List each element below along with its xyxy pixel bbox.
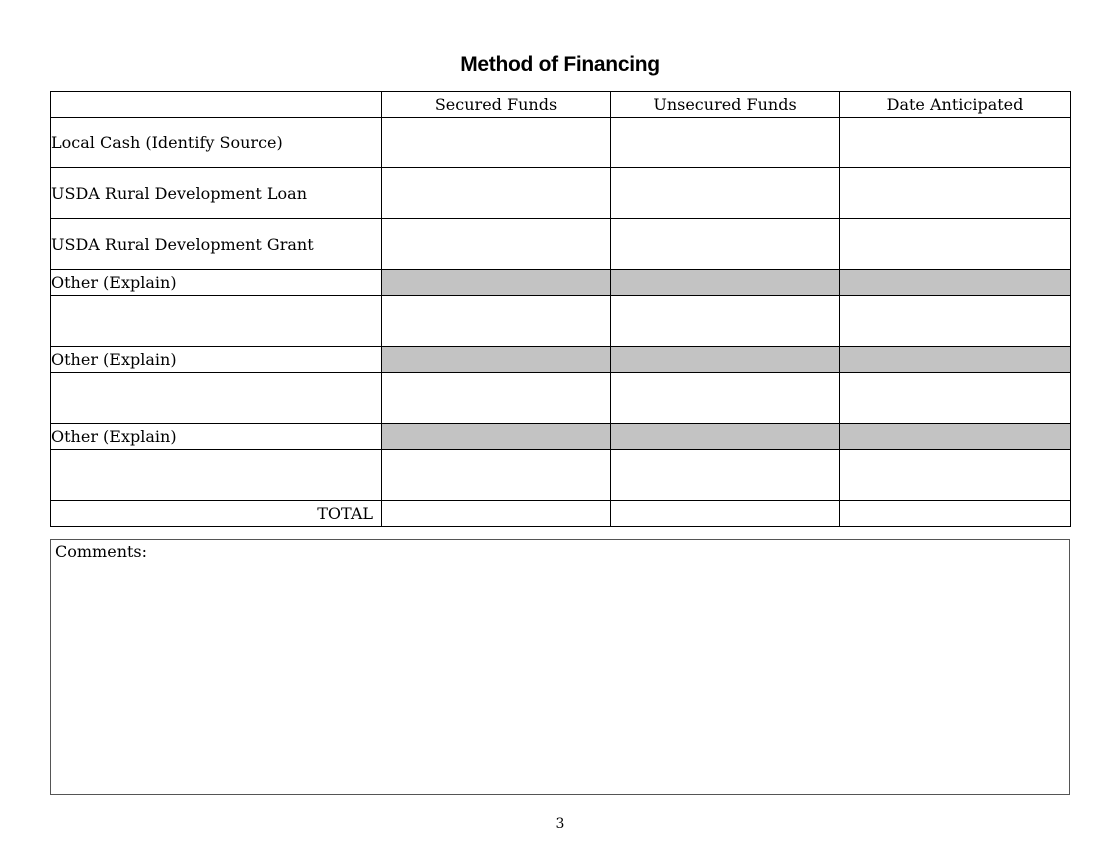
table-row-other-heading [51, 270, 1071, 296]
table-row-other-heading [51, 424, 1071, 450]
total-secured-funds-cell[interactable] [382, 501, 611, 527]
unsecured-funds-cell[interactable] [611, 373, 840, 424]
unsecured-funds-cell[interactable] [611, 118, 840, 168]
table-row-other-entry [51, 450, 1071, 501]
secured-funds-cell[interactable] [382, 168, 611, 219]
date-anticipated-cell[interactable] [840, 373, 1071, 424]
secured-funds-cell[interactable] [382, 118, 611, 168]
table-row-rd-grant [51, 219, 1071, 270]
unsecured-funds-cell[interactable] [611, 450, 840, 501]
header-date-anticipated: Date Anticipated [840, 92, 1071, 118]
secured-funds-cell[interactable] [382, 373, 611, 424]
date-anticipated-cell[interactable] [840, 168, 1071, 219]
comments-label: Comments: [55, 542, 148, 561]
table-row-other-entry [51, 373, 1071, 424]
shaded-cell [611, 347, 840, 373]
row-label: Other (Explain) [51, 347, 382, 373]
table-header-row [51, 92, 1071, 118]
date-anticipated-cell[interactable] [840, 219, 1071, 270]
financing-table [50, 91, 1071, 527]
row-label: Other (Explain) [51, 424, 382, 450]
unsecured-funds-cell[interactable] [611, 296, 840, 347]
row-label: Local Cash (Identify Source) [51, 118, 382, 168]
table-row-total [51, 501, 1071, 527]
other-explain-cell[interactable] [51, 296, 382, 347]
row-label: USDA Rural Development Loan [51, 168, 382, 219]
shaded-cell [382, 424, 611, 450]
total-date-anticipated-cell[interactable] [840, 501, 1071, 527]
shaded-cell [611, 424, 840, 450]
total-unsecured-funds-cell[interactable] [611, 501, 840, 527]
date-anticipated-cell[interactable] [840, 296, 1071, 347]
header-blank [51, 92, 382, 118]
secured-funds-cell[interactable] [382, 450, 611, 501]
header-secured-funds: Secured Funds [382, 92, 611, 118]
shaded-cell [840, 347, 1071, 373]
shaded-cell [611, 270, 840, 296]
shaded-cell [840, 270, 1071, 296]
date-anticipated-cell[interactable] [840, 118, 1071, 168]
unsecured-funds-cell[interactable] [611, 219, 840, 270]
total-label: TOTAL [51, 501, 382, 527]
table-row-local-cash [51, 118, 1071, 168]
table-row-rd-loan [51, 168, 1071, 219]
row-label: Other (Explain) [51, 270, 382, 296]
shaded-cell [382, 270, 611, 296]
date-anticipated-cell[interactable] [840, 450, 1071, 501]
shaded-cell [840, 424, 1071, 450]
other-explain-cell[interactable] [51, 450, 382, 501]
comments-box[interactable] [50, 539, 1070, 795]
other-explain-cell[interactable] [51, 373, 382, 424]
unsecured-funds-cell[interactable] [611, 168, 840, 219]
secured-funds-cell[interactable] [382, 296, 611, 347]
shaded-cell [382, 347, 611, 373]
secured-funds-cell[interactable] [382, 219, 611, 270]
header-unsecured-funds: Unsecured Funds [611, 92, 840, 118]
page-title: Method of Financing [460, 53, 660, 76]
table-row-other-entry [51, 296, 1071, 347]
page-number: 3 [555, 816, 565, 832]
row-label: USDA Rural Development Grant [51, 219, 382, 270]
table-row-other-heading [51, 347, 1071, 373]
